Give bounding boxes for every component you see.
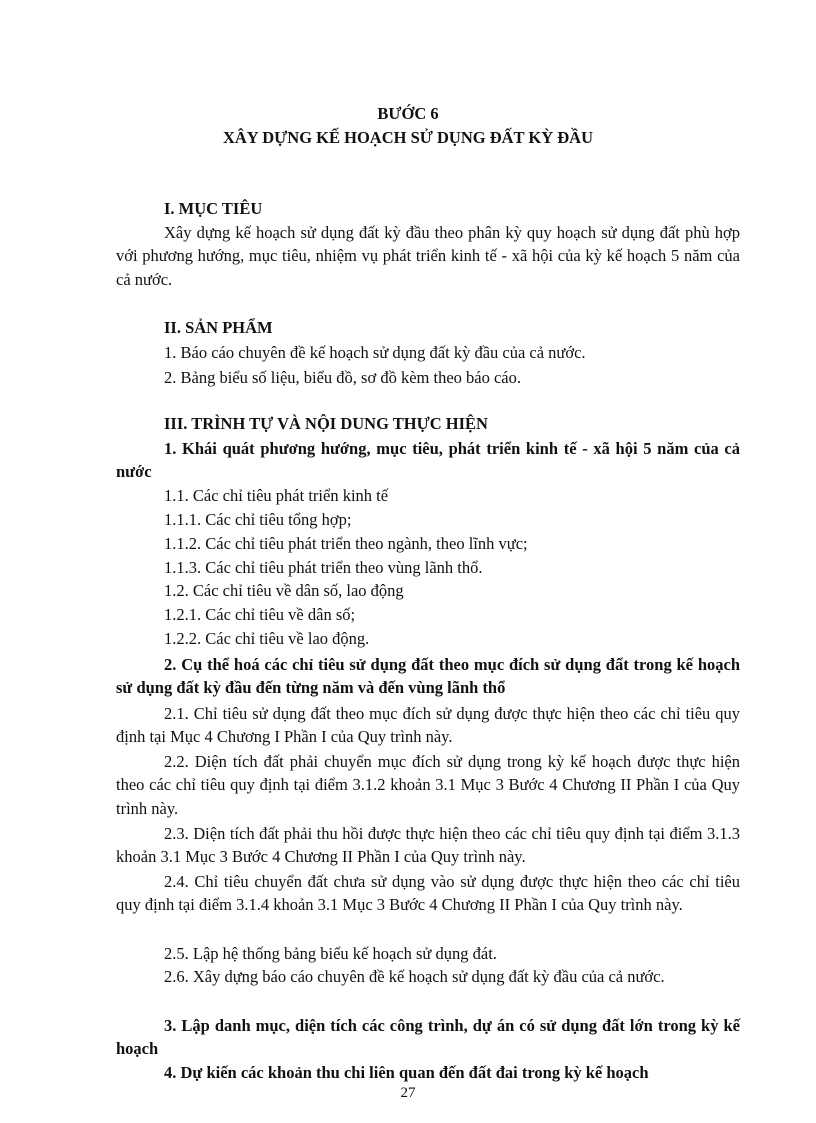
paragraph-2-4: 2.4. Chỉ tiêu chuyển đất chưa sử dụng vào sử dụng được thực hiện theo các chỉ tiêu quy định tại điểm 3.1.4 khoản 3.1 Mục 3 Bước 4 Chương II Phần I của Quy trình này. bbox=[116, 872, 740, 915]
paragraph-2-2: 2.2. Diện tích đất phải chuyển mục đích sử dụng trong kỳ kế hoạch được thực hiện theo các chỉ tiêu quy định tại điểm 3.1.2 khoản 3.1 Mục 3 Bước 4 Chương II Phần I của Quy trình này. bbox=[116, 752, 740, 818]
indicator-item: 1.1.1. Các chỉ tiêu tổng hợp; bbox=[164, 510, 352, 529]
subsection-1-heading: 1. Khái quát phương hướng, mục tiêu, phát triển kinh tế - xã hội 5 năm của cả nước bbox=[116, 439, 740, 482]
paragraph-2-1: 2.1. Chỉ tiêu sử dụng đất theo mục đích sử dụng được thực hiện theo các chỉ tiêu quy định tại Mục 4 Chương I Phần I của Quy trình này. bbox=[116, 704, 740, 747]
subsection-2-heading: 2. Cụ thể hoá các chỉ tiêu sử dụng đất theo mục đích sử dụng đất trong kế hoạch sử dụng đất kỳ đầu đến từng năm và đến vùng lãnh thổ bbox=[116, 655, 740, 698]
subsection-4-heading: 4. Dự kiến các khoản thu chi liên quan đến đất đai trong kỳ kế hoạch bbox=[164, 1063, 649, 1082]
product-item-2: 2. Bảng biểu số liệu, biểu đồ, sơ đồ kèm theo báo cáo. bbox=[164, 368, 521, 387]
section-1-title: I. MỤC TIÊU bbox=[164, 199, 263, 218]
indicator-item: 1.1.2. Các chỉ tiêu phát triển theo ngành, theo lĩnh vực; bbox=[164, 534, 528, 553]
indicator-item: 1.2.1. Các chỉ tiêu về dân số; bbox=[164, 605, 356, 624]
subsection-3-heading: 3. Lập danh mục, diện tích các công trình, dự án có sử dụng đất lớn trong kỳ kế hoạch bbox=[116, 1016, 740, 1059]
section-2-title: II. SẢN PHẨM bbox=[164, 318, 273, 337]
paragraph-2-3: 2.3. Diện tích đất phải thu hồi được thực hiện theo các chỉ tiêu quy định tại điểm 3.1.3 khoản 3.1 Mục 3 Bước 4 Chương II Phần I của Quy trình này. bbox=[116, 824, 740, 867]
product-item-1: 1. Báo cáo chuyên đề kế hoạch sử dụng đất kỳ đầu của cả nước. bbox=[164, 343, 586, 362]
indicator-item: 1.1. Các chỉ tiêu phát triển kinh tế bbox=[164, 486, 389, 505]
indicator-item: 1.2.2. Các chỉ tiêu về lao động. bbox=[164, 629, 370, 648]
page-number: 27 bbox=[400, 1085, 416, 1101]
indicator-item: 1.1.3. Các chỉ tiêu phát triển theo vùng lãnh thổ. bbox=[164, 558, 483, 577]
page-title: XÂY DỰNG KẾ HOẠCH SỬ DỤNG ĐẤT KỲ ĐẦU bbox=[222, 128, 594, 147]
section-1-text: Xây dựng kế hoạch sử dụng đất kỳ đầu theo phân kỳ quy hoạch sử dụng đất phù hợp với phương hướng, mục tiêu, nhiệm vụ phát triển kinh tế - xã hội của kỳ kế hoạch 5 năm của cả nước. bbox=[116, 223, 740, 289]
paragraph-2-5: 2.5. Lập hệ thống bảng biểu kế hoạch sử dụng đát. bbox=[164, 944, 497, 963]
section-3-title: III. TRÌNH TỰ VÀ NỘI DUNG THỰC HIỆN bbox=[164, 414, 488, 433]
paragraph-2-6: 2.6. Xây dựng báo cáo chuyên đề kế hoạch sử dụng đất kỳ đầu của cả nước. bbox=[164, 967, 665, 986]
step-label: BƯỚC 6 bbox=[377, 104, 439, 123]
indicator-item: 1.2. Các chỉ tiêu về dân số, lao động bbox=[164, 581, 404, 600]
